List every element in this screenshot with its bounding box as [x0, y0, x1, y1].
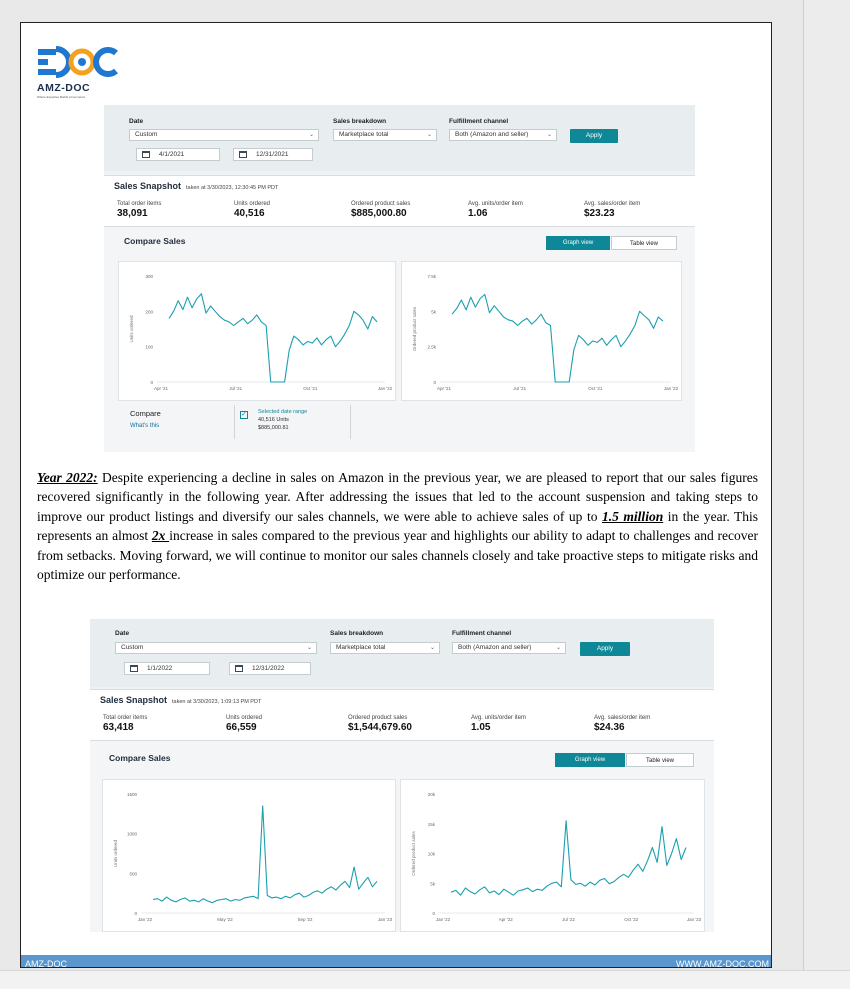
y-tick-label: 1500 — [126, 792, 137, 797]
end-date-field[interactable] — [229, 662, 311, 675]
metric-value: 40,516 — [234, 208, 265, 219]
metric-avg-units — [471, 715, 526, 733]
chevron-down-icon: ⌄ — [308, 132, 314, 138]
snapshot-timestamp: taken at 3/30/2023, 12:30:45 PM PDT — [186, 185, 279, 191]
metric-label: Avg. sales/order item — [594, 715, 651, 721]
x-tick-label: Jan '22 — [663, 386, 679, 391]
metric-value: $1,544,679.60 — [348, 722, 412, 733]
snapshot-title-text: Sales Snapshot — [100, 695, 168, 705]
filter-bar — [90, 619, 714, 687]
legend-title: Selected date range — [258, 409, 308, 415]
metric-ordered-product-sales — [351, 201, 410, 219]
channel-select-value: Both (Amazon and seller) — [458, 644, 532, 651]
date-select[interactable] — [115, 642, 317, 654]
metric-avg-units — [468, 201, 523, 219]
metric-units-ordered — [234, 201, 270, 219]
metric-value: $23.23 — [584, 208, 615, 219]
y-tick-label: 300 — [145, 274, 153, 279]
date-select[interactable] — [129, 129, 319, 141]
ordered-sales-chart — [402, 262, 683, 402]
metric-total-order-items — [103, 715, 147, 733]
logo-text: AMZ-DOC — [37, 82, 91, 94]
amz-doc-logo — [36, 44, 126, 114]
metric-value: 1.05 — [471, 722, 491, 733]
start-date-field[interactable] — [124, 662, 210, 675]
ordered-sales-chart — [401, 780, 706, 933]
channel-select-value: Both (Amazon and seller) — [455, 131, 529, 138]
channel-select[interactable] — [449, 129, 557, 141]
metric-label: Avg. units/order item — [468, 201, 523, 207]
footer-website-link[interactable]: WWW.AMZ-DOC.COM — [676, 959, 769, 968]
chevron-down-icon: ⌄ — [426, 132, 432, 138]
legend-units: 40,516 Units — [258, 417, 289, 423]
sales-chart-panel — [401, 261, 682, 401]
start-date-field[interactable] — [136, 148, 220, 161]
x-tick-label: Apr '21 — [153, 386, 169, 391]
x-tick-label: Oct '21 — [588, 386, 603, 391]
apply-button[interactable]: Apply — [580, 642, 630, 656]
metric-avg-sales — [584, 201, 640, 219]
metric-label: Units ordered — [226, 715, 263, 721]
x-tick-label: Jan '22 — [377, 386, 393, 391]
units-chart-panel — [118, 261, 396, 401]
units-chart-panel — [102, 779, 396, 932]
right-margin-rail — [803, 0, 850, 988]
snapshot-title-text: Sales Snapshot — [114, 181, 182, 191]
y-tick-label: 100 — [145, 344, 153, 350]
compare-sales-section — [104, 227, 695, 452]
compare-label: Compare — [130, 409, 161, 418]
y-tick-label: 5k — [431, 309, 436, 315]
series-line — [451, 821, 686, 895]
x-tick-label: Jul '21 — [229, 386, 243, 391]
document-page — [20, 22, 772, 968]
y-tick-label: 0 — [433, 380, 436, 385]
sales-dashboard-2021 — [104, 105, 695, 452]
breakdown-label: Sales breakdown — [330, 630, 384, 637]
sales-chart-panel — [400, 779, 705, 932]
x-tick-label: Jan '22 — [435, 917, 451, 922]
y-axis-label: Units ordered — [113, 839, 118, 868]
series-line — [169, 294, 377, 382]
page-footer — [21, 955, 772, 968]
series-line — [153, 806, 377, 903]
sales-dashboard-2022 — [90, 619, 714, 932]
y-tick-label: 1000 — [126, 831, 137, 837]
x-tick-label: May '22 — [217, 917, 233, 922]
snapshot-title — [114, 181, 278, 191]
sales-figure-highlight: 1.5 million — [602, 508, 664, 524]
y-tick-label: 0 — [150, 380, 153, 385]
y-tick-label: 500 — [129, 871, 137, 877]
legend-sales: $885,000.81 — [258, 425, 289, 431]
x-tick-label: Jul '21 — [513, 386, 527, 391]
units-ordered-chart — [119, 262, 397, 402]
metric-value: 66,559 — [226, 722, 257, 733]
y-tick-label: 0 — [134, 911, 137, 916]
compare-sales-title: Compare Sales — [109, 753, 171, 763]
snapshot-title — [100, 695, 261, 705]
chevron-down-icon: ⌄ — [555, 645, 561, 651]
start-date-value: 4/1/2021 — [159, 151, 185, 158]
breakdown-label: Sales breakdown — [333, 118, 387, 125]
sales-snapshot — [90, 689, 714, 741]
chevron-down-icon: ⌄ — [429, 645, 435, 651]
chevron-down-icon: ⌄ — [306, 645, 312, 651]
sales-snapshot — [104, 175, 695, 227]
channel-select[interactable] — [452, 642, 566, 654]
metric-label: Total order items — [117, 201, 162, 207]
y-tick-label: 7.5k — [427, 274, 436, 279]
metric-units-ordered — [226, 715, 262, 733]
y-tick-label: 0 — [432, 911, 435, 916]
x-tick-label: Oct '22 — [624, 917, 639, 922]
metric-value: $885,000.80 — [351, 208, 407, 219]
metric-value: 63,418 — [103, 722, 134, 733]
paragraph-text: increase in sales compared to the previous year and highlights our ability to adapt to challenges and recover from setbacks. Moving forward, we will continue to monitor our sales channels closely and take proactive steps to mitigate risks and optimize our performance. — [37, 528, 758, 583]
paragraph-text: Despite experiencing a decline in sales on Amazon in the previous year, we are pleased to report that our sales figures recovered significantly in the following year. After addressing the issues that led to the account suspension and taking steps to improve our product listings and diversify our sales channels, we were able to achieve sales of up to — [37, 470, 758, 524]
filter-bar — [104, 105, 695, 171]
metric-label: Avg. units/order item — [471, 715, 526, 721]
end-date-value: 12/31/2021 — [256, 151, 289, 158]
metric-label: Units ordered — [234, 201, 271, 207]
metric-label: Total order items — [103, 715, 148, 721]
calendar-icon — [235, 665, 243, 672]
x-tick-label: Jan '22 — [137, 917, 153, 922]
year-2022-paragraph — [37, 468, 758, 584]
chevron-down-icon: ⌄ — [546, 132, 552, 138]
selected-range-checkbox[interactable]: ✓ — [241, 411, 247, 418]
metric-value: 1.06 — [468, 208, 488, 219]
table-view-button[interactable]: Table view — [626, 753, 694, 767]
x-tick-label: Oct '21 — [303, 386, 318, 391]
metric-label: Avg. sales/order item — [584, 201, 641, 207]
y-tick-label: 20k — [427, 792, 435, 797]
date-select-value: Custom — [121, 644, 144, 651]
y-tick-label: 15k — [427, 821, 435, 827]
y-axis-label: Ordered product sales — [411, 831, 416, 876]
legend-divider — [234, 405, 235, 439]
y-tick-label: 2.5k — [427, 344, 436, 350]
x-tick-label: Jan '23 — [686, 917, 702, 922]
metric-avg-sales — [594, 715, 650, 733]
breakdown-select-value: Marketplace total — [336, 644, 386, 651]
end-date-value: 12/31/2022 — [252, 665, 285, 672]
y-tick-label: 10k — [427, 851, 435, 857]
date-label: Date — [129, 118, 144, 125]
compare-sales-section — [90, 741, 714, 932]
metric-value: $24.36 — [594, 722, 625, 733]
x-tick-label: Apr '22 — [498, 917, 513, 922]
y-tick-label: 200 — [145, 309, 153, 315]
start-date-value: 1/1/2022 — [147, 665, 173, 672]
table-view-button[interactable]: Table view — [611, 236, 677, 250]
compare-sales-title: Compare Sales — [124, 236, 186, 246]
y-axis-label: Ordered product sales — [412, 306, 417, 352]
date-select-value: Custom — [135, 131, 158, 138]
calendar-icon — [239, 151, 247, 158]
legend-divider — [350, 405, 351, 439]
metric-label: Ordered product sales — [348, 715, 408, 721]
x-tick-label: Jan '23 — [377, 917, 393, 922]
graph-view-button[interactable]: Graph view — [555, 753, 625, 767]
paragraph-text: in the year. This represents an almost — [37, 508, 758, 544]
horizontal-scrollbar[interactable] — [0, 970, 850, 989]
whats-this-link[interactable]: What's this — [130, 423, 160, 429]
logo-tagline: Where Expertise Builds eCommerce — [37, 95, 86, 99]
calendar-icon — [130, 665, 138, 672]
metric-label: Ordered product sales — [351, 201, 411, 207]
units-ordered-chart — [103, 780, 397, 933]
metric-total-order-items — [117, 201, 161, 219]
year-2022-heading: Year 2022: — [37, 470, 98, 485]
apply-button[interactable]: Apply — [570, 129, 618, 143]
series-line — [452, 294, 663, 382]
growth-highlight: 2x — [151, 528, 170, 544]
x-tick-label: Apr '21 — [436, 386, 452, 391]
graph-view-button[interactable]: Graph view — [546, 236, 610, 250]
end-date-field[interactable] — [233, 148, 313, 161]
date-label: Date — [115, 630, 130, 637]
metric-ordered-product-sales — [348, 715, 412, 733]
breakdown-select-value: Marketplace total — [339, 131, 389, 138]
x-tick-label: Sep '22 — [297, 917, 313, 922]
channel-label: Fulfillment channel — [449, 118, 509, 125]
snapshot-timestamp: taken at 3/30/2023, 1:09:13 PM PDT — [172, 699, 262, 705]
calendar-icon — [142, 151, 150, 158]
y-axis-label: Units ordered — [129, 315, 134, 343]
breakdown-select[interactable] — [330, 642, 440, 654]
y-tick-label: 5k — [430, 881, 435, 887]
channel-label: Fulfillment channel — [452, 630, 512, 637]
breakdown-select[interactable] — [333, 129, 437, 141]
footer-brand: AMZ-DOC — [25, 959, 67, 968]
x-tick-label: Jul '22 — [562, 917, 575, 922]
metric-value: 38,091 — [117, 208, 148, 219]
